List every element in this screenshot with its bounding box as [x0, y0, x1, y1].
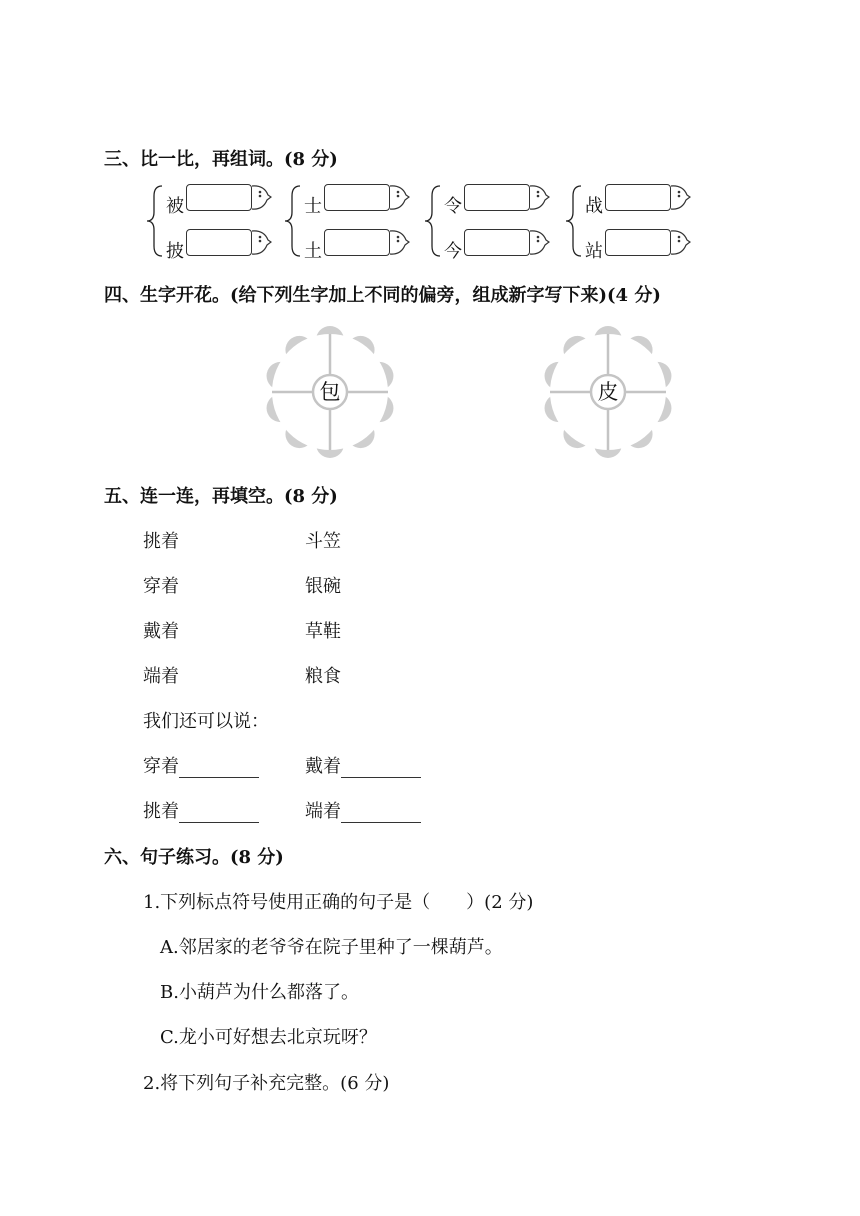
snail-head-icon	[669, 229, 691, 256]
snail-head-icon	[528, 184, 550, 211]
question-2: 2.将下列句子补充完整。(6 分)	[143, 1073, 390, 1094]
option-a[interactable]: A.邻居家的老爷爷在院子里种了一棵葫芦。	[160, 937, 503, 958]
fill-item[interactable]	[305, 797, 421, 823]
section-5-title: 五、连一连，再填空。(8 分)	[104, 486, 338, 507]
brace-icon	[565, 182, 583, 260]
section-6-title: 六、句子练习。(8 分)	[104, 847, 284, 868]
match-right-item[interactable]: 斗笠	[305, 531, 341, 552]
compare-group	[424, 182, 544, 272]
word-answer-box[interactable]	[605, 229, 671, 256]
match-left-item[interactable]: 端着	[143, 666, 179, 687]
snail-head-icon	[250, 229, 272, 256]
fill-item-label: 穿着	[143, 756, 179, 777]
snail-head-icon	[528, 229, 550, 256]
snail-head-icon	[388, 229, 410, 256]
word-answer-box[interactable]	[324, 229, 390, 256]
flower-center-char: 皮	[597, 380, 619, 404]
match-right-item[interactable]: 草鞋	[305, 621, 341, 642]
fill-blank[interactable]	[179, 802, 259, 823]
fill-blank[interactable]	[341, 802, 421, 823]
fill-item[interactable]	[143, 752, 259, 778]
section-4-title: 四、生字开花。(给下列生字加上不同的偏旁，组成新字写下来)(4 分)	[104, 285, 661, 306]
fill-item-label: 挑着	[143, 801, 179, 822]
brace-icon	[146, 182, 164, 260]
word-answer-box[interactable]	[324, 184, 390, 211]
option-b[interactable]: B.小葫芦为什么都落了。	[160, 982, 359, 1003]
fill-item[interactable]	[305, 752, 421, 778]
fill-item-label: 端着	[305, 801, 341, 822]
flower-diagram-2	[538, 322, 678, 462]
flower-center-char: 包	[319, 380, 341, 404]
fill-prompt: 我们还可以说：	[143, 711, 269, 732]
snail-head-icon	[669, 184, 691, 211]
section-3-title: 三、比一比，再组词。(8 分)	[104, 149, 338, 170]
match-left-item[interactable]: 戴着	[143, 621, 179, 642]
compare-group	[565, 182, 685, 272]
fill-item[interactable]	[143, 797, 259, 823]
option-c[interactable]: C.龙小可好想去北京玩呀？	[160, 1027, 377, 1048]
word-answer-box[interactable]	[464, 229, 530, 256]
word-answer-box[interactable]	[186, 229, 252, 256]
snail-head-icon	[250, 184, 272, 211]
fill-blank[interactable]	[179, 757, 259, 778]
brace-icon	[424, 182, 442, 260]
compare-char-top: 被	[166, 196, 184, 217]
compare-group	[284, 182, 404, 272]
compare-char-bottom: 站	[585, 241, 603, 262]
compare-char-bottom: 披	[166, 241, 184, 262]
question-1: 1.下列标点符号使用正确的句子是（ ）(2 分)	[143, 892, 534, 913]
word-answer-box[interactable]	[605, 184, 671, 211]
brace-icon	[284, 182, 302, 260]
compare-char-top: 战	[585, 196, 603, 217]
flower-diagram-1	[260, 322, 400, 462]
word-answer-box[interactable]	[186, 184, 252, 211]
compare-group	[146, 182, 266, 272]
snail-head-icon	[388, 184, 410, 211]
fill-item-label: 戴着	[305, 756, 341, 777]
match-right-item[interactable]: 银碗	[305, 576, 341, 597]
compare-char-bottom: 土	[304, 241, 322, 262]
compare-char-top: 士	[304, 196, 322, 217]
fill-blank[interactable]	[341, 757, 421, 778]
compare-char-bottom: 今	[444, 241, 462, 262]
match-right-item[interactable]: 粮食	[305, 666, 341, 687]
match-left-item[interactable]: 穿着	[143, 576, 179, 597]
compare-char-top: 令	[444, 196, 462, 217]
word-answer-box[interactable]	[464, 184, 530, 211]
match-left-item[interactable]: 挑着	[143, 531, 179, 552]
